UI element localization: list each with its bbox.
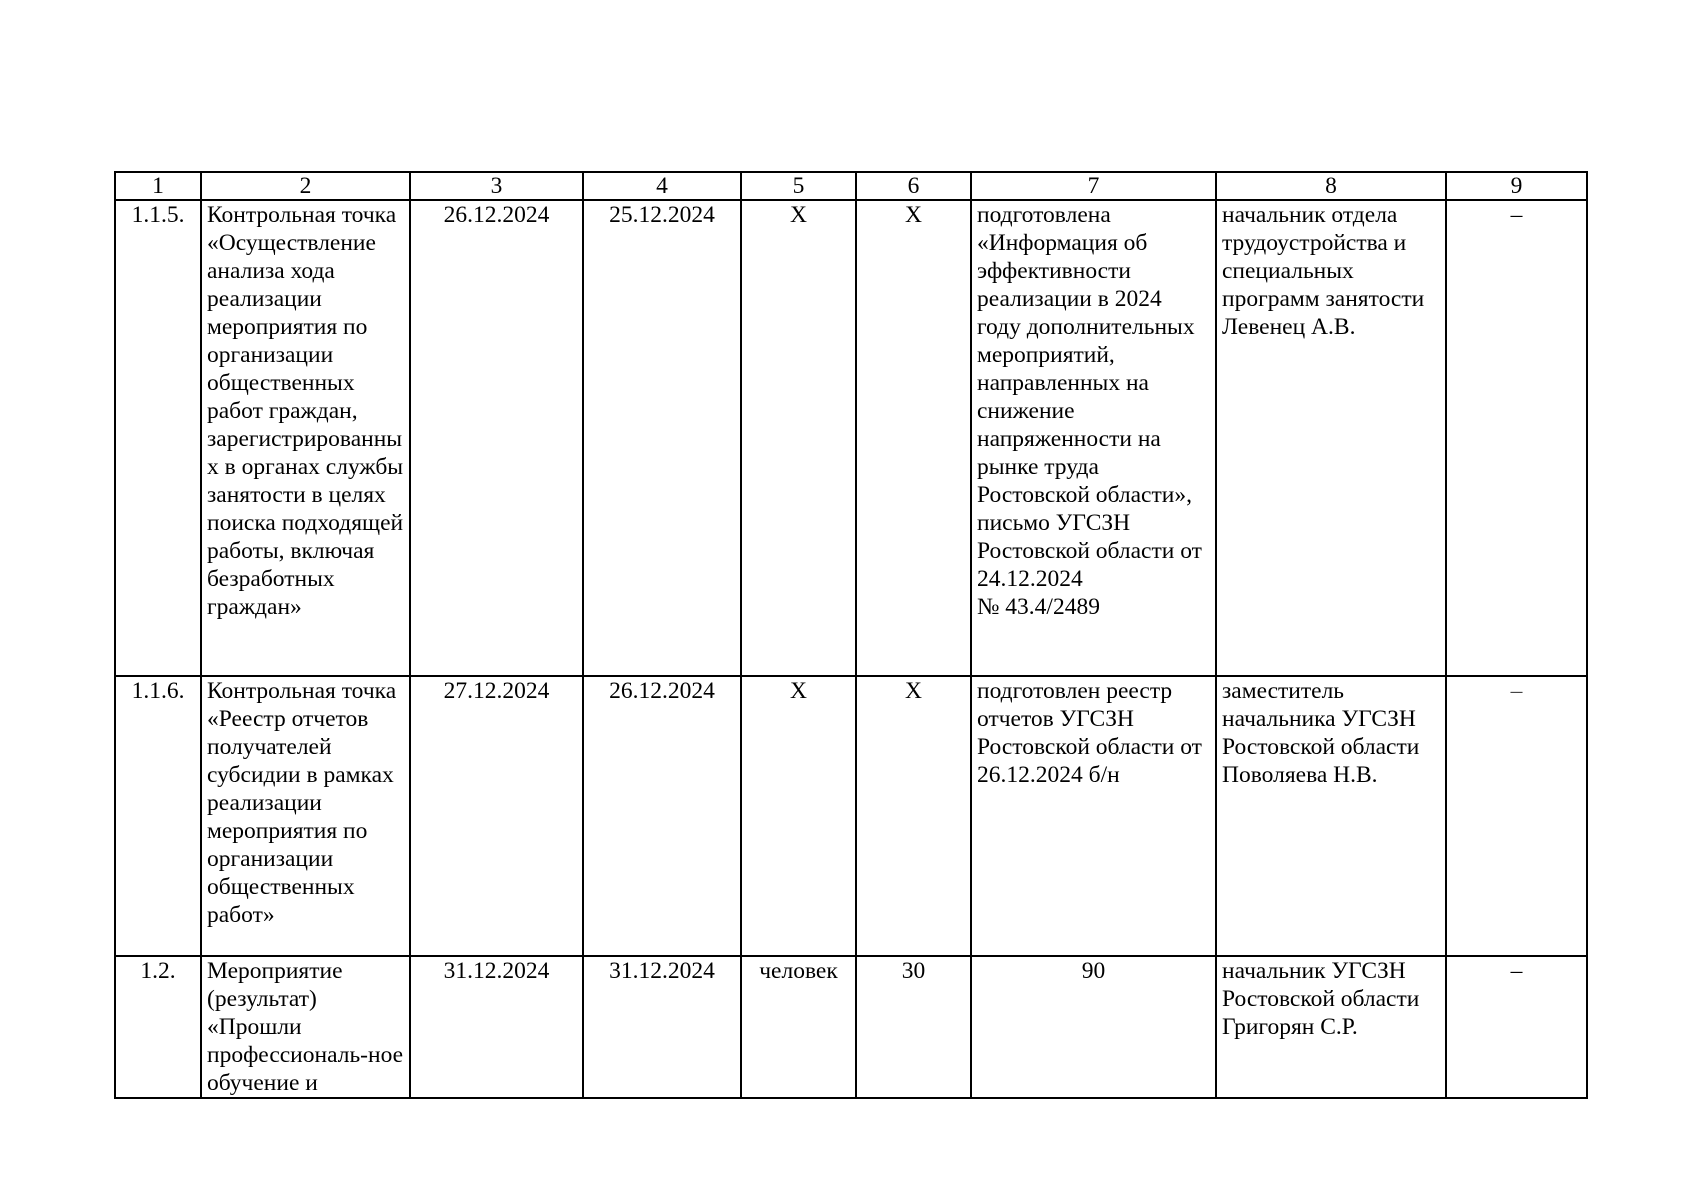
plan-value-cell: X — [856, 676, 971, 956]
column-number-header: 4 — [583, 172, 741, 200]
column-number-header: 5 — [741, 172, 856, 200]
row-number-cell: 1.2. — [115, 956, 201, 1098]
column-number-header: 1 — [115, 172, 201, 200]
column-number-header: 7 — [971, 172, 1216, 200]
table-row — [115, 956, 1587, 1098]
fact-date-cell: 31.12.2024 — [583, 956, 741, 1098]
report-table — [114, 171, 1588, 1099]
plan-date-cell: 26.12.2024 — [410, 200, 583, 676]
result-cell: 90 — [971, 956, 1216, 1098]
column-number-header: 3 — [410, 172, 583, 200]
column-number-header: 9 — [1446, 172, 1587, 200]
unit-cell: человек — [741, 956, 856, 1098]
note-cell: – — [1446, 956, 1587, 1098]
fact-date-cell: 25.12.2024 — [583, 200, 741, 676]
column-number-header: 2 — [201, 172, 410, 200]
responsible-cell: начальник УГСЗН Ростовской области Григорян С.Р. — [1216, 956, 1446, 1098]
result-cell: подготовлена «Информация об эффективности реализации в 2024 году дополнительных мероприятий, направленных на снижение напряженности на рынке труда Ростовской области», письмо УГСЗН Ростовской области от 24.12.2024 № 43.4/2489 — [971, 200, 1216, 676]
table-row — [115, 200, 1587, 676]
column-number-header-row — [115, 172, 1587, 200]
column-number-header: 6 — [856, 172, 971, 200]
table-row — [115, 676, 1587, 956]
note-cell: – — [1446, 676, 1587, 956]
responsible-cell: начальник отдела трудоустройства и специальных программ занятости Левенец А.В. — [1216, 200, 1446, 676]
plan-date-cell: 27.12.2024 — [410, 676, 583, 956]
unit-cell: X — [741, 200, 856, 676]
row-number-cell: 1.1.5. — [115, 200, 201, 676]
plan-value-cell: X — [856, 200, 971, 676]
fact-date-cell: 26.12.2024 — [583, 676, 741, 956]
plan-value-cell: 30 — [856, 956, 971, 1098]
note-cell: – — [1446, 200, 1587, 676]
row-name-cell: Контрольная точка «Реестр отчетов получателей субсидии в рамках реализации мероприятия по организации общественных работ» — [201, 676, 410, 956]
row-number-cell: 1.1.6. — [115, 676, 201, 956]
unit-cell: X — [741, 676, 856, 956]
plan-date-cell: 31.12.2024 — [410, 956, 583, 1098]
column-number-header: 8 — [1216, 172, 1446, 200]
responsible-cell: заместитель начальника УГСЗН Ростовской области Поволяева Н.В. — [1216, 676, 1446, 956]
result-cell: подготовлен реестр отчетов УГСЗН Ростовской области от 26.12.2024 б/н — [971, 676, 1216, 956]
row-name-cell: Мероприятие (результат) «Прошли профессиональ-ное обучение и — [201, 956, 410, 1098]
row-name-cell: Контрольная точка «Осуществление анализа хода реализации мероприятия по организации общественных работ граждан, зарегистрированных в органах службы занятости в целях поиска подходящей работы, включая безработных граждан» — [201, 200, 410, 676]
